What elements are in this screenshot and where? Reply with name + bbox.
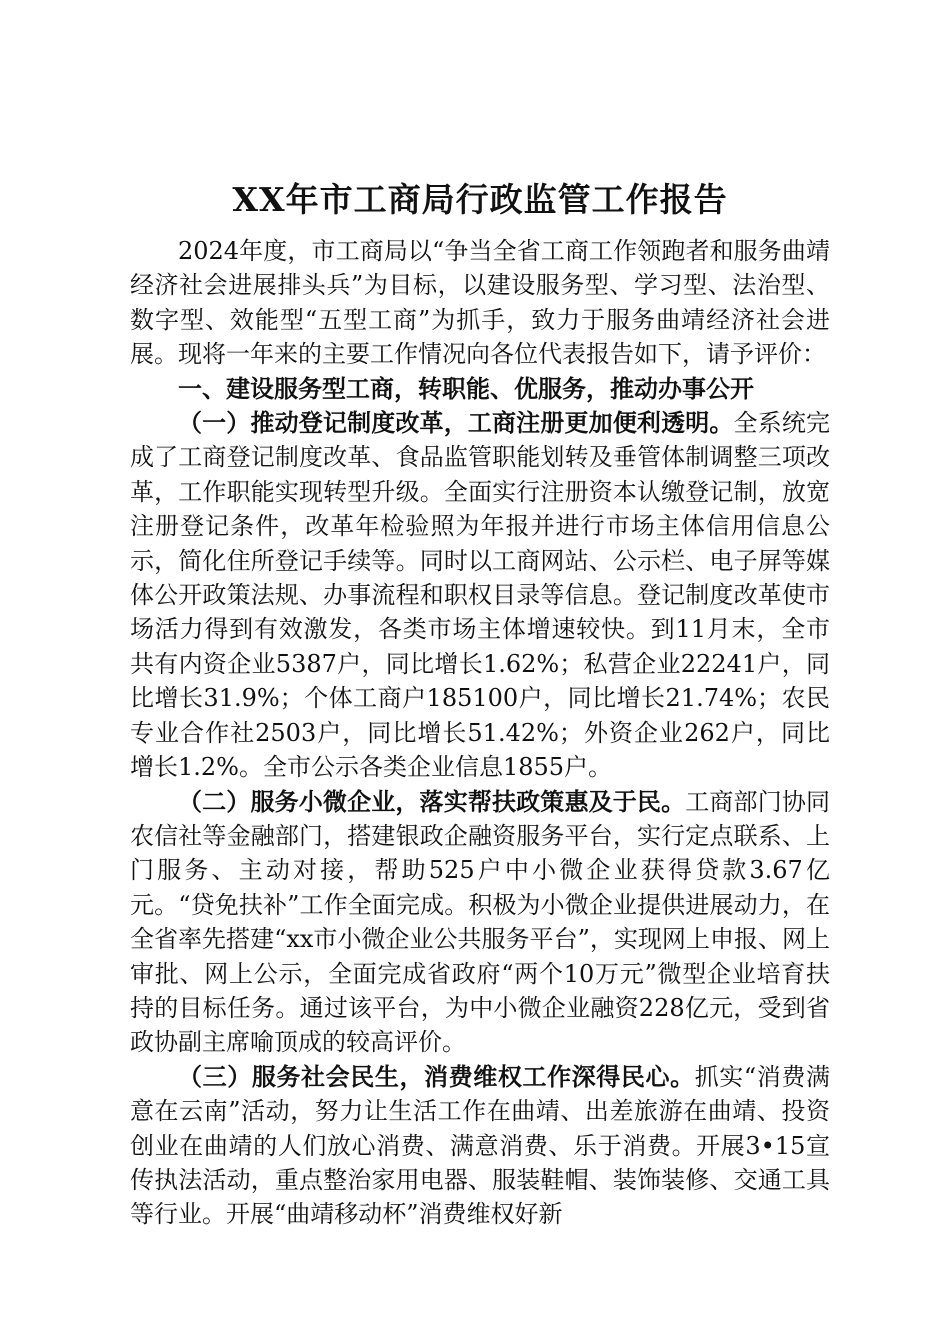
subsection-lead-2: （二）服务小微企业，落实帮扶政策惠及于民。 xyxy=(178,786,686,816)
subsection-lead-1: （一）推动登记制度改革，工商注册更加便利透明。 xyxy=(178,408,734,438)
document-page xyxy=(130,180,830,1232)
subsection-paragraph-2 xyxy=(130,785,830,1060)
intro-paragraph: 2024年度，市工商局以“争当全省工商工作领跑者和服务曲靖经济社会进展排头兵”为目标，以建设服务型、学习型、法治型、数字型、效能型“五型工商”为抓手，致力于服务曲靖经济社会进展。现将一年来的主要工作情况向各位代表报告如下，请予评价： xyxy=(130,237,830,369)
subsection-body-3: 抓实“消费满意在云南”活动，努力让生活工作在曲靖、出差旅游在曲靖、投资创业在曲靖的人们放心消费、满意消费、乐于消费。开展3•15宣传执法活动，重点整治家用电器、服装鞋帽、装饰装修、交通工具等行业。开展“曲靖移动杯”消费维权好新 xyxy=(130,1062,830,1229)
subsection-body-2: 工商部门协同农信社等金融部门，搭建银政企融资服务平台，实行定点联系、上门服务、主动对接，帮助525户中小微企业获得贷款3.67亿元。“贷免扶补”工作全面完成。积极为小微企业提供进展动力，在全省率先搭建“xx市小微企业公共服务平台”，实现网上申报、网上审批、网上公示，全面完成省政府“两个10万元”微型企业培育扶持的目标任务。通过该平台，为中小微企业融资228亿元，受到省政协副主席喻顶成的较高评价。 xyxy=(130,787,831,1057)
subsection-lead-3: （三）服务社会民生，消费维权工作深得民心。 xyxy=(178,1061,695,1091)
document-title: XX年市工商局行政监管工作报告 xyxy=(232,180,728,219)
subsection-paragraph-1 xyxy=(130,406,830,784)
subsection-paragraph-3 xyxy=(130,1060,830,1232)
subsection-body-1: 全系统完成了工商登记制度改革、食品监管职能划转及垂管体制调整三项改革，工作职能实现转型升级。全面实行注册资本认缴登记制，放宽注册登记条件，改革年检验照为年报并进行市场主体信用信息公示，简化住所登记手续等。同时以工商网站、公示栏、电子屏等媒体公开政策法规、办事流程和职权目录等信息。登记制度改革使市场活力得到有效激发，各类市场主体增速较快。到11月末，全市共有内资企业5387户，同比增长1.62%；私营企业22241户，同比增长31.9%；个体工商户185100户，同比增长21.74%；农民专业合作社2503户，同比增长51.42%；外资企业262户，同比增长1.2%。全市公示各类企业信息1855户。 xyxy=(130,409,831,782)
section-heading-1: 一、建设服务型工商，转职能、优服务，推动办事公开 xyxy=(178,373,754,403)
